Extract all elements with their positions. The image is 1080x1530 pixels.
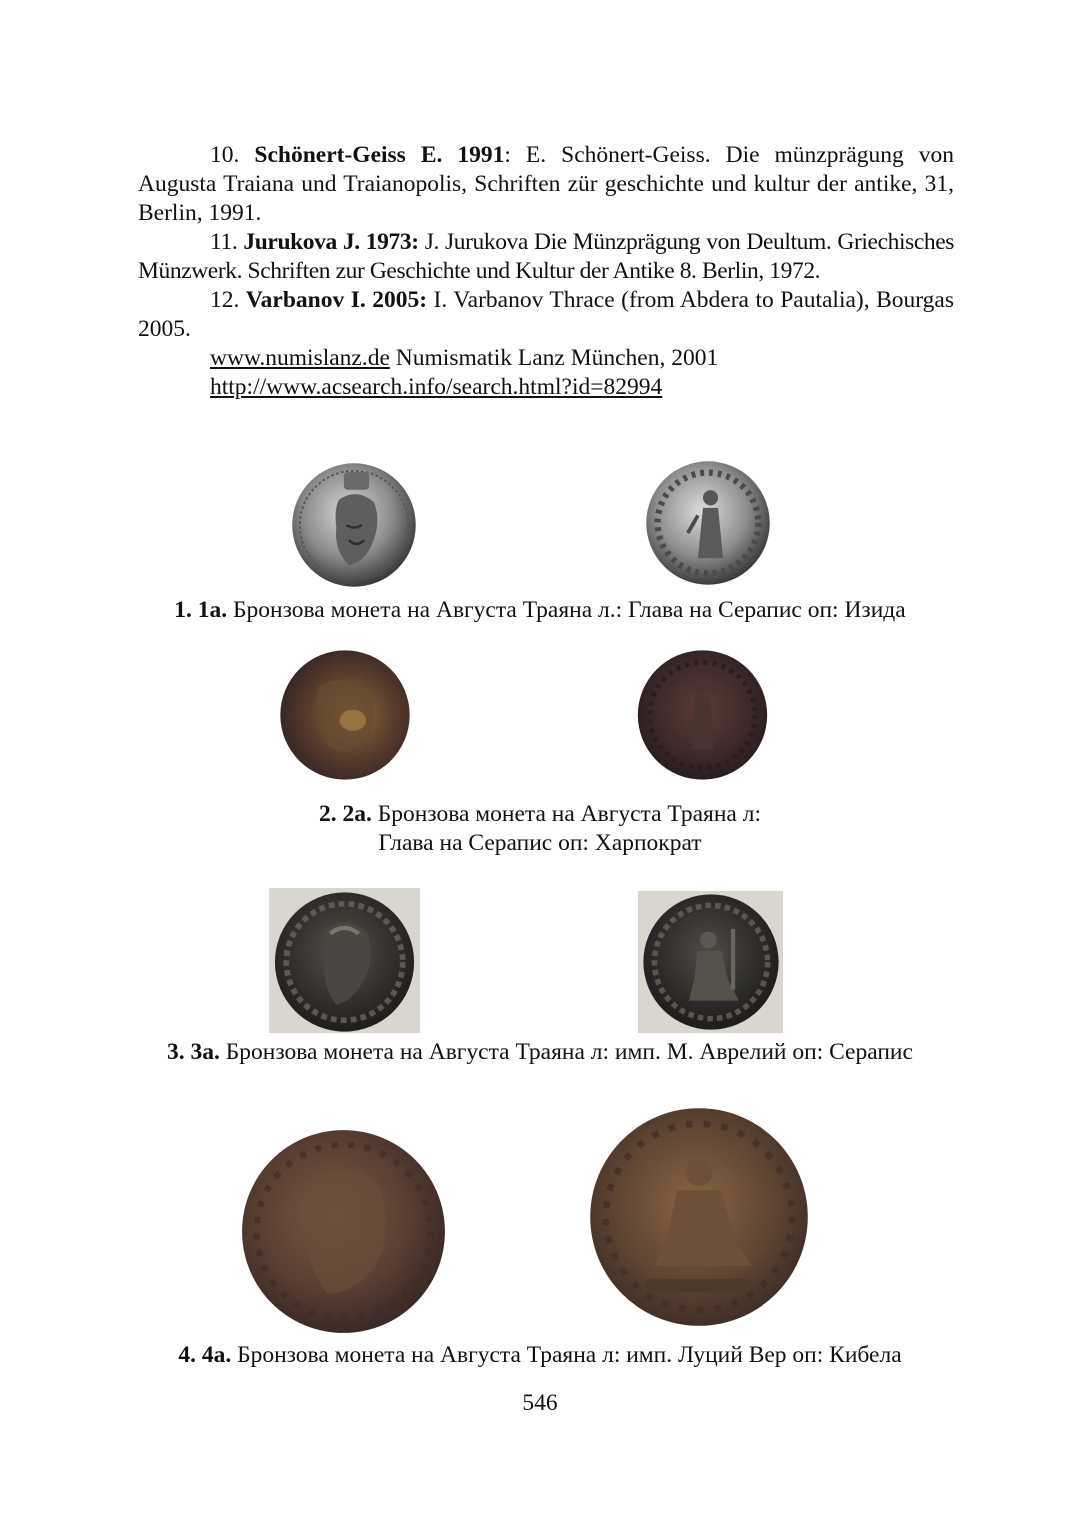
page-number: 546 (522, 1390, 558, 1416)
figure-caption-text: Бронзова монета на Августа Траяна л: (371, 801, 761, 827)
coin-2-reverse (635, 649, 770, 781)
coin-1-obverse (291, 462, 417, 588)
reference-author: Schönert-Geiss E. 1991 (254, 142, 505, 168)
figure-3-caption (0, 1038, 1080, 1067)
figure-label: 3. 3а. (167, 1039, 220, 1065)
figure-label: 2. 2а. (318, 801, 372, 827)
reference-12 (138, 286, 954, 344)
numislanz-link[interactable]: www.numislanz.de (210, 345, 390, 371)
figure-2-caption (0, 800, 1080, 858)
link-note: Numismatik Lanz München, 2001 (389, 345, 719, 371)
figure-label: 4. 4а. (178, 1342, 232, 1368)
reference-text: J. Jurukova Die Münzprägung von Deultum. Griechisches Münzwerk. Schriften zur Geschichte und Kultur der Antike 8. Berlin, 1972. (138, 229, 954, 284)
reference-number: 11. (210, 229, 238, 255)
reference-text: : E. Schönert-Geiss. Die münzprägung von Augusta Traiana und Traianopolis, Schriften zür geschichte und kultur der antike, 31, Berlin, 1991. (138, 142, 954, 226)
bibliography (138, 141, 954, 402)
reference-author: Jurukova J. 1973: (243, 229, 419, 255)
figure-caption-line-2: Глава на Серапис оп: Харпократ (378, 830, 702, 856)
reference-author: Varbanov I. 2005: (245, 287, 428, 313)
coin-4-reverse (588, 1106, 810, 1328)
figure-label: 1. 1а. (174, 597, 228, 623)
link-line-acsearch (138, 373, 954, 402)
link-line-numislanz (138, 344, 954, 373)
coin-3-obverse (272, 891, 417, 1033)
coin-3-reverse (641, 893, 781, 1031)
reference-text: I. Varbanov Thrace (from Abdera to Pautalia), Bourgas 2005. (138, 287, 954, 342)
figure-caption-text: Бронзова монета на Августа Траяна л.: Глава на Серапис оп: Изида (227, 597, 906, 623)
figure-caption-text: Бронзова монета на Августа Траяна л: имп. Луций Вер оп: Кибела (231, 1342, 902, 1368)
figure-1-caption (0, 596, 1080, 625)
figure-4-caption (0, 1341, 1080, 1370)
coin-4-obverse (240, 1128, 447, 1335)
reference-10 (138, 141, 954, 228)
reference-11 (138, 228, 954, 286)
reference-number: 12. (210, 287, 240, 313)
coin-2-obverse (279, 649, 411, 781)
acsearch-link[interactable]: http://www.acsearch.info/search.html?id=82994 (210, 374, 663, 400)
reference-number: 10. (210, 142, 240, 168)
figure-caption-line-1 (0, 800, 1080, 829)
coin-1-reverse (645, 460, 771, 586)
figure-caption-text: Бронзова монета на Августа Траяна л: имп. М. Аврелий оп: Серапис (219, 1039, 913, 1065)
